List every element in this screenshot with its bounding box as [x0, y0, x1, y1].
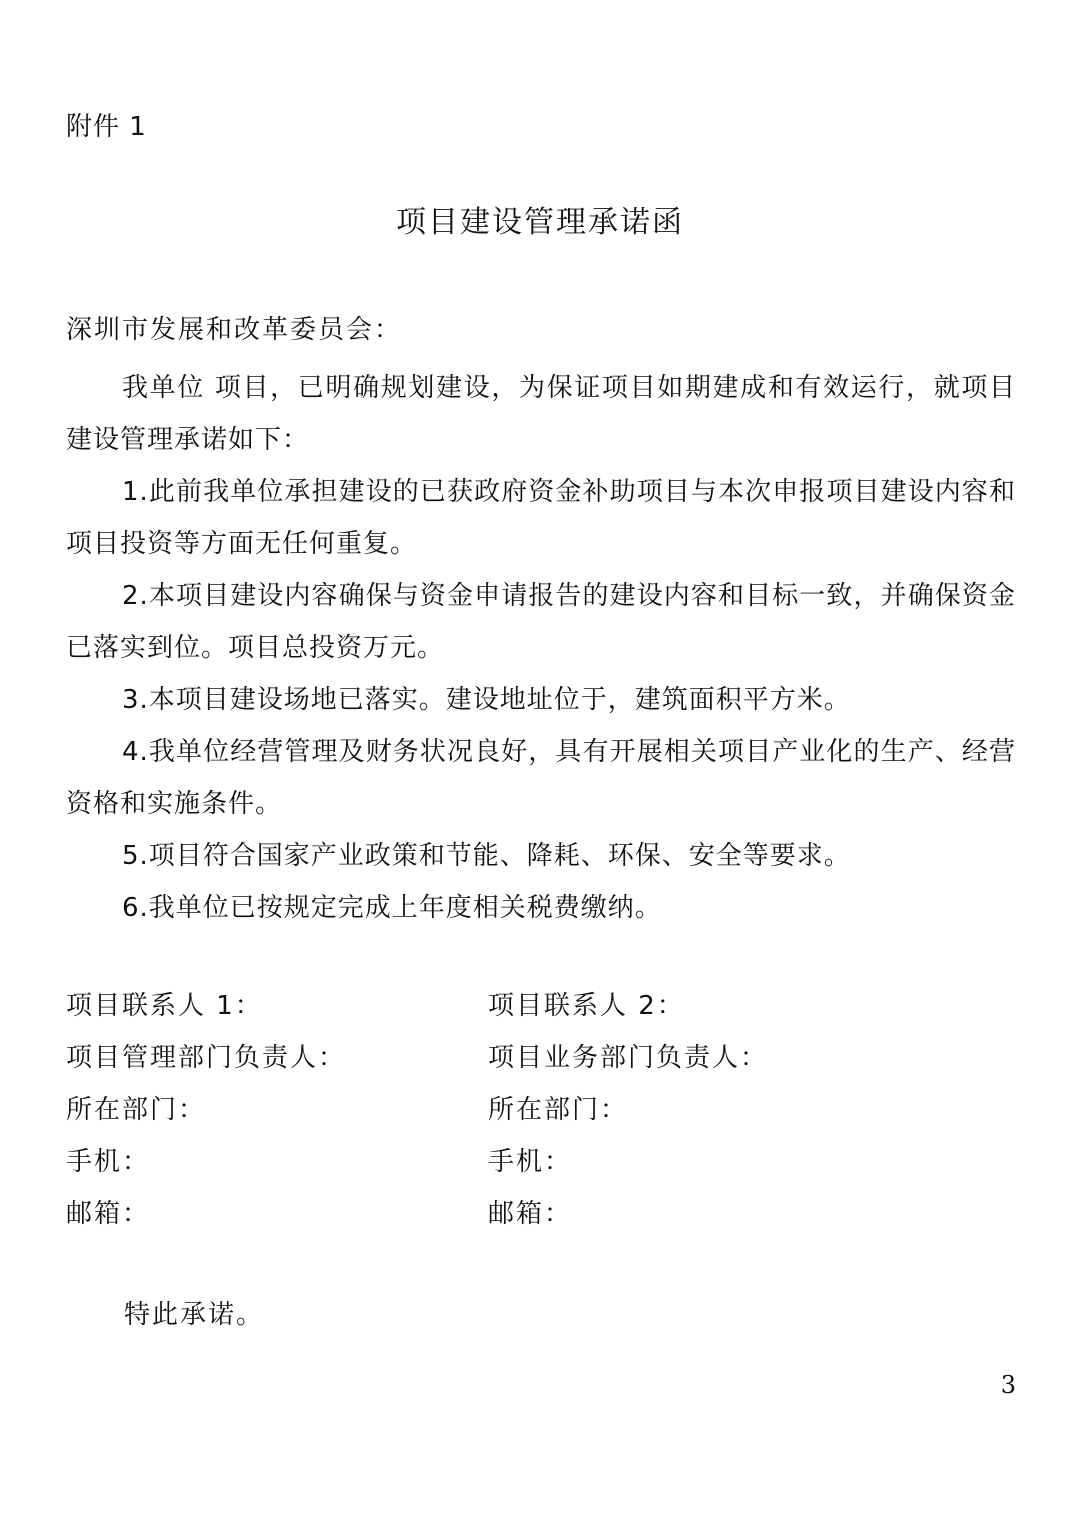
contact-row-department [66, 1084, 1016, 1136]
mobile-label-right: 手机： [488, 1147, 573, 1177]
email-label-right: 邮箱： [488, 1199, 573, 1229]
department-label-left: 所在部门： [66, 1095, 207, 1125]
commitment-item-1: 1.此前我单位承担建设的已获政府资金补助项目与本次申报项目建设内容和项目投资等方面无任何重复。 [66, 477, 1016, 559]
contact-2-label: 项目联系人 2： [488, 991, 685, 1021]
closing-statement: 特此承诺。 [124, 1300, 265, 1330]
commitment-item-4: 4.我单位经营管理及财务状况良好，具有开展相关项目产业化的生产、经营资格和实施条件。 [66, 737, 1016, 819]
contact-row-contact-person [66, 980, 1016, 1032]
contact-row-email [66, 1188, 1016, 1240]
commitment-item-6: 6.我单位已按规定完成上年度相关税费缴纳。 [122, 893, 662, 923]
contact-1-label: 项目联系人 1： [66, 991, 263, 1021]
contact-row-department-head [66, 1032, 1016, 1084]
contacts-section [66, 980, 1016, 1240]
business-head-label: 项目业务部门负责人： [488, 1043, 769, 1073]
commitment-item-3: 3.本项目建设场地已落实。建设地址位于，建筑面积平方米。 [122, 685, 851, 715]
email-label-left: 邮箱： [66, 1199, 151, 1229]
attachment-label: 附件 1 [66, 112, 147, 142]
addressee: 深圳市发展和改革委员会： [66, 315, 403, 345]
document-title: 项目建设管理承诺函 [396, 205, 684, 240]
management-head-label: 项目管理部门负责人： [66, 1043, 347, 1073]
commitment-item-2: 2.本项目建设内容确保与资金申请报告的建设内容和目标一致，并确保资金已落实到位。项目总投资万元。 [66, 581, 1016, 663]
department-label-right: 所在部门： [488, 1095, 629, 1125]
page-number: 3 [1000, 1371, 1016, 1399]
mobile-label-left: 手机： [66, 1147, 151, 1177]
contact-row-mobile [66, 1136, 1016, 1188]
intro-paragraph: 我单位 项目，已明确规划建设，为保证项目如期建成和有效运行，就项目建设管理承诺如下： [66, 373, 1016, 455]
commitment-item-5: 5.项目符合国家产业政策和节能、降耗、环保、安全等要求。 [122, 841, 851, 871]
commitment-body [66, 362, 1016, 934]
